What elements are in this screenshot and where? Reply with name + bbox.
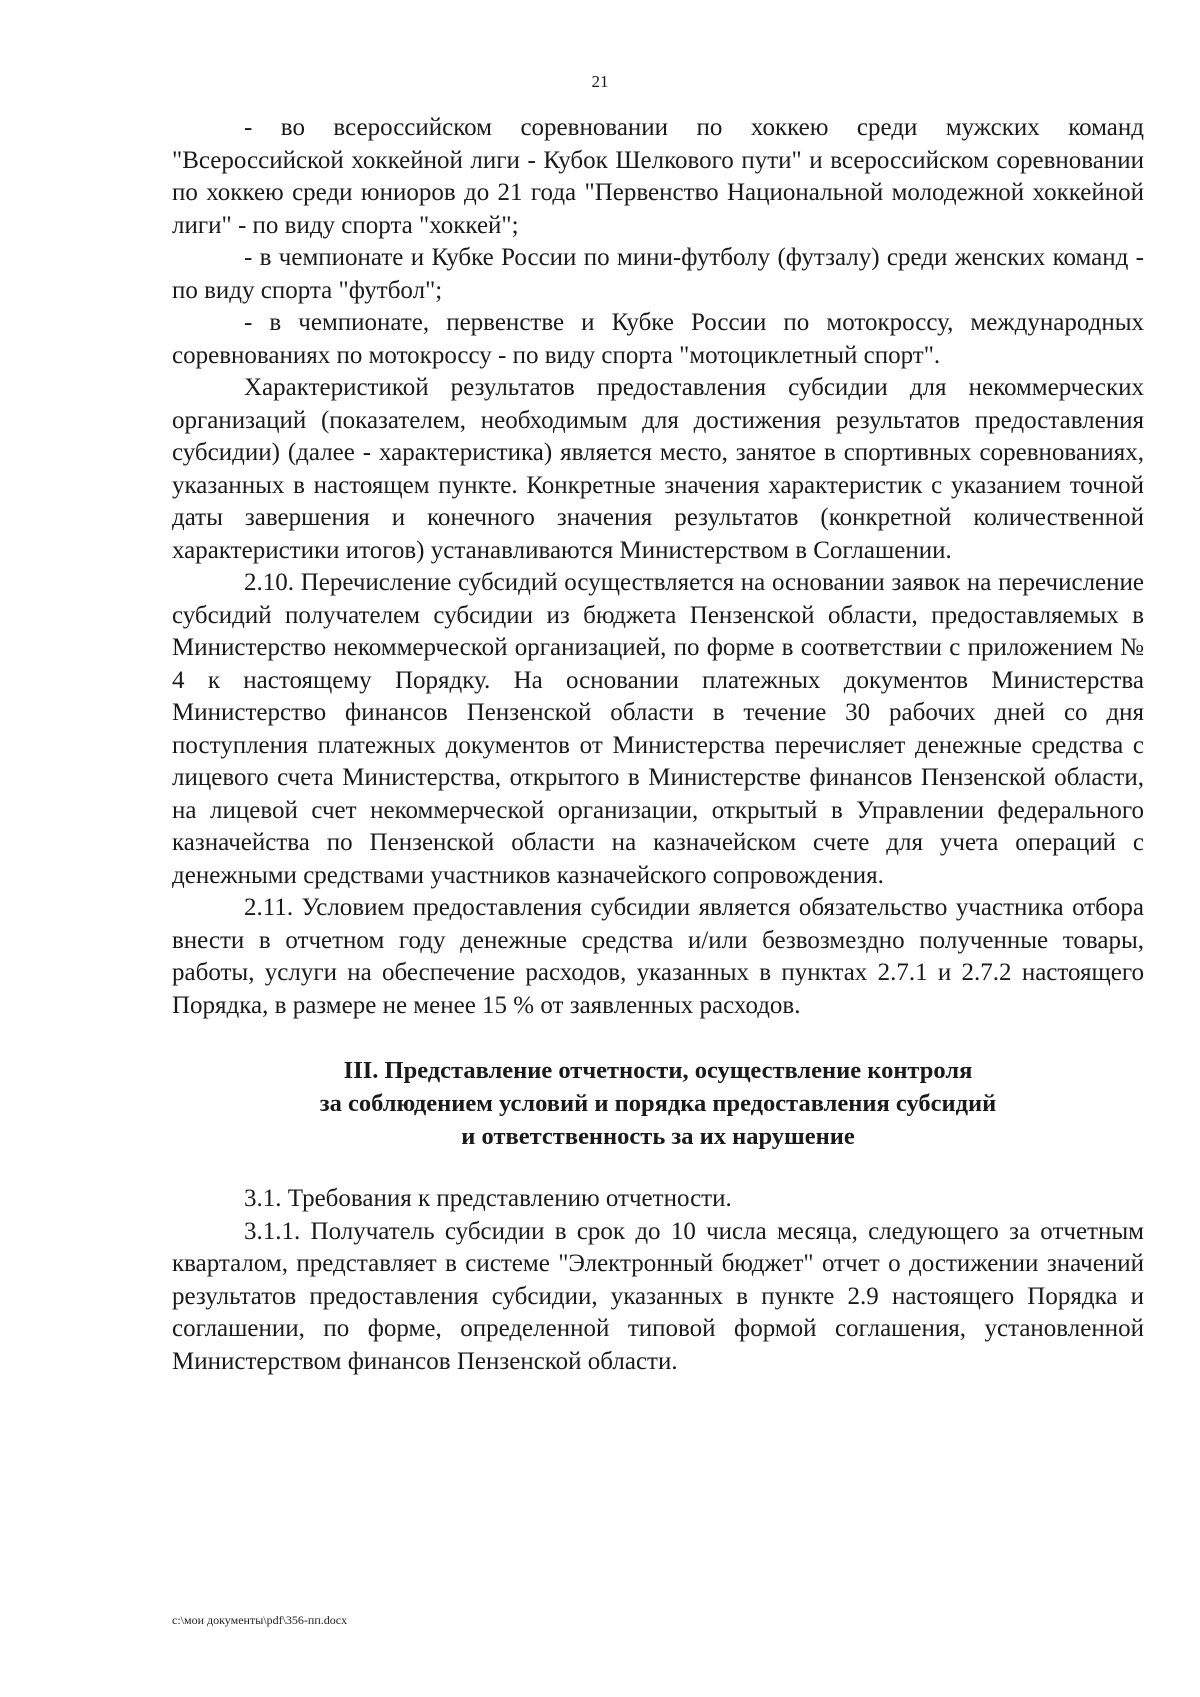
footer-file-path: c:\мои документы\pdf\356-пп.docx <box>172 1613 348 1627</box>
paragraph-3-1: 3.1. Требования к представлению отчетности. <box>244 1185 732 1212</box>
section-heading <box>172 1054 1144 1153</box>
section-heading-line: и ответственность за их нарушение <box>461 1123 855 1150</box>
paragraph-characteristic: Характеристикой результатов предоставления субсидии для некоммерческих организаций (показателем, необходимым для достижения результатов предоставления субсидии) (далее - характеристика) является место, занятое в спортивных соревнованиях, указанных в настоящем пункте. Конкретные значения характеристик с указанием точной даты завершения и конечного значения результатов (конкретной количественной характеристики итогов) устанавливаются Министерством в Соглашении. <box>172 374 1144 564</box>
section-heading-line: III. Представление отчетности, осуществление контроля <box>343 1057 973 1084</box>
paragraph-2-10: 2.10. Перечисление субсидий осуществляется на основании заявок на перечисление субсидий получателем субсидии из бюджета Пензенской области, предоставляемых в Министерство некоммерческой организацией, по форме в соответствии с приложением № 4 к настоящему Порядку. На основании платежных документов Министерства Министерство финансов Пензенской области в течение 30 рабочих дней со дня поступления платежных документов от Министерства перечисляет денежные средства с лицевого счета Министерства, открытого в Министерстве финансов Пензенской области, на лицевой счет некоммерческой организации, открытый в Управлении федерального казначейства по Пензенской области на казначейском счете для учета операций с денежными средствами участников казначейского сопровождения. <box>172 569 1144 889</box>
page-number: 21 <box>591 72 609 91</box>
paragraph-hockey: - во всероссийском соревновании по хоккею среди мужских команд "Всероссийской хоккейной лиги - Кубок Шелкового пути" и всероссийском соревновании по хоккею среди юниоров до 21 года "Первенство Национальной молодежной хоккейной лиги" - по виду спорта "хоккей"; <box>172 114 1144 239</box>
section-heading-line: за соблюдением условий и порядка предоставления субсидий <box>319 1090 997 1117</box>
paragraph-2-11: 2.11. Условием предоставления субсидии является обязательство участника отбора внести в отчетном году денежные средства и/или безвозмездно полученные товары, работы, услуги на обеспечение расходов, указанных в пунктах 2.7.1 и 2.7.2 настоящего Порядка, в размере не менее 15 % от заявленных расходов. <box>172 894 1144 1019</box>
document-body <box>172 112 1144 1378</box>
paragraph-futsal: - в чемпионате и Кубке России по мини-футболу (футзалу) среди женских команд - по виду спорта "футбол"; <box>172 244 1144 304</box>
paragraph-3-1-1: 3.1.1. Получатель субсидии в срок до 10 числа месяца, следующего за отчетным кварталом, представляет в системе "Электронный бюджет" отчет о достижении значений результатов предоставления субсидии, указанных в пункте 2.9 настоящего Порядка и соглашении, по форме, определенной типовой формой соглашения, установленной Министерством финансов Пензенской области. <box>172 1217 1144 1375</box>
paragraph-motocross: - в чемпионате, первенстве и Кубке России по мотокроссу, международных соревнованиях по мотокроссу - по виду спорта "мотоциклетный спорт". <box>172 309 1144 369</box>
